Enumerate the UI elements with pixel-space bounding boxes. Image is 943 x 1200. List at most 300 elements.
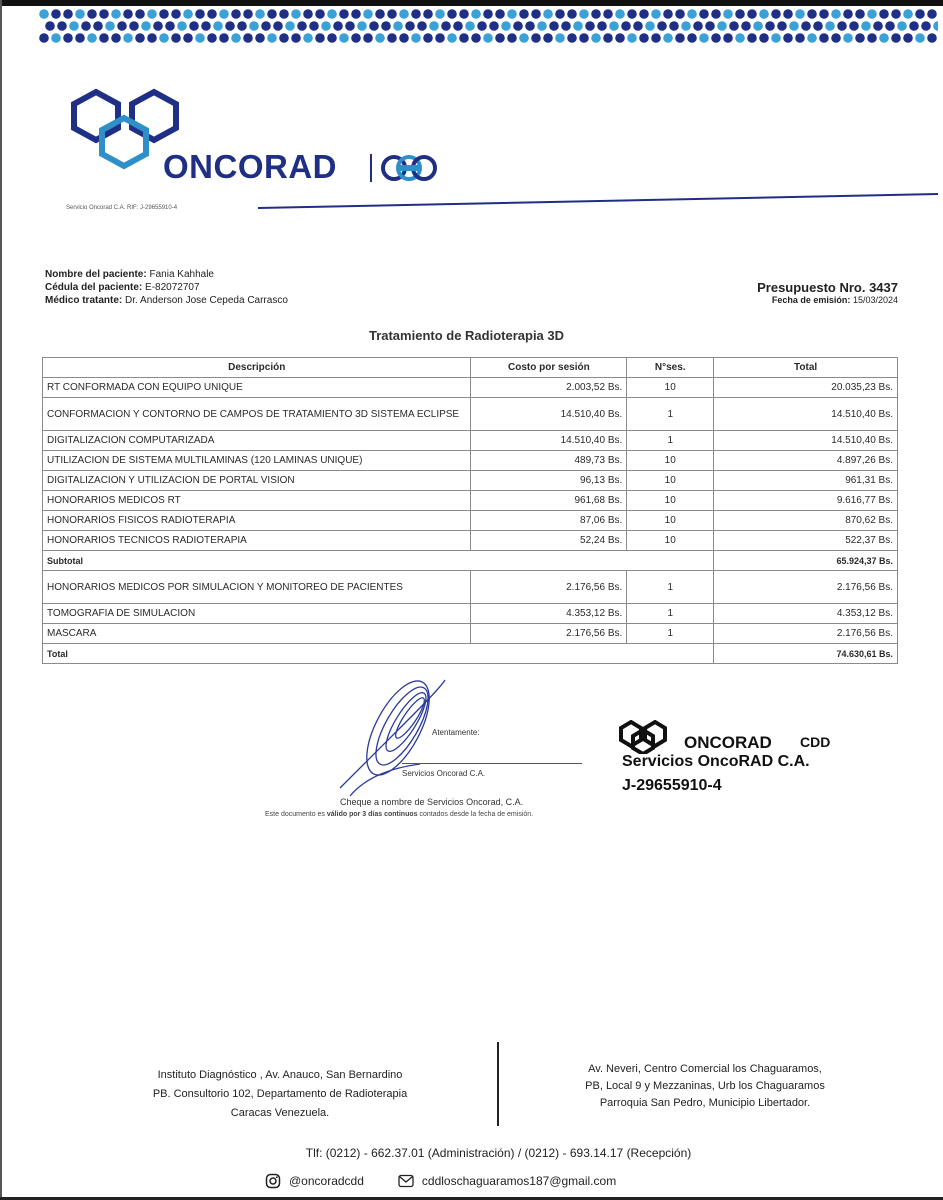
pattern-dot <box>315 9 325 19</box>
pattern-dot <box>867 33 877 43</box>
pattern-dot <box>387 9 397 19</box>
row-description: RT CONFORMADA CON EQUIPO UNIQUE <box>43 378 471 398</box>
pattern-dot <box>765 21 775 31</box>
pattern-dot <box>369 21 379 31</box>
pattern-dot <box>567 33 577 43</box>
doctor-name: Dr. Anderson Jose Cepeda Carrasco <box>125 295 288 306</box>
pattern-dot <box>195 33 205 43</box>
pattern-dot <box>273 21 283 31</box>
pattern-dot <box>555 9 565 19</box>
pattern-dot <box>525 21 535 31</box>
pattern-dot <box>93 21 103 31</box>
patient-name: Fania Kahhale <box>149 269 214 280</box>
left-border <box>0 0 2 1200</box>
pattern-dot <box>123 9 133 19</box>
row-total: 2.176,56 Bs. <box>714 571 898 604</box>
pattern-dot <box>75 9 85 19</box>
row-cost: 14.510,40 Bs. <box>471 431 627 451</box>
pattern-dot <box>279 33 289 43</box>
table-row <box>43 491 898 511</box>
pattern-dot <box>87 9 97 19</box>
pattern-dot <box>495 9 505 19</box>
pattern-dot <box>105 21 115 31</box>
pattern-dot <box>309 21 319 31</box>
row-description: HONORARIOS MEDICOS POR SIMULACION Y MONITOREO DE PACIENTES <box>43 571 471 604</box>
email-address[interactable]: cddloschaguaramos187@gmail.com <box>421 1174 617 1188</box>
pattern-dot <box>267 9 277 19</box>
signer-name: Servicios Oncorad C.A. <box>402 769 486 778</box>
pattern-dot <box>747 33 757 43</box>
patient-id-label: Cédula del paciente: <box>45 282 143 293</box>
pattern-dot <box>51 9 61 19</box>
pattern-dot <box>627 9 637 19</box>
address-left-line: PB. Consultorio 102, Departamento de Radioterapia <box>152 1088 408 1100</box>
table-row <box>43 398 898 431</box>
pattern-dot <box>327 9 337 19</box>
pattern-dot <box>723 9 733 19</box>
pattern-dot <box>363 33 373 43</box>
pattern-dot <box>201 21 211 31</box>
handwritten-signature <box>320 668 460 808</box>
pattern-dot <box>231 33 241 43</box>
subtotal-row <box>43 551 898 571</box>
pattern-dot <box>189 21 199 31</box>
pattern-dot <box>801 21 811 31</box>
mail-icon <box>398 1174 414 1188</box>
pattern-dot <box>693 21 703 31</box>
pattern-dot <box>585 21 595 31</box>
pattern-dot <box>75 33 85 43</box>
pattern-dot <box>429 21 439 31</box>
pattern-dot <box>699 33 709 43</box>
pattern-dot <box>873 21 883 31</box>
pattern-dot <box>711 33 721 43</box>
row-total: 522,37 Bs. <box>714 531 898 551</box>
pattern-dot <box>879 33 889 43</box>
pattern-dot <box>411 9 421 19</box>
pattern-dot <box>375 9 385 19</box>
header-description: Descripción <box>43 358 471 378</box>
pattern-dot <box>555 33 565 43</box>
pattern-dot <box>675 33 685 43</box>
pattern-dot <box>123 33 133 43</box>
address-divider <box>497 1042 499 1126</box>
pattern-dot <box>81 21 91 31</box>
pattern-dot <box>903 9 913 19</box>
pattern-dot <box>687 33 697 43</box>
pattern-dot <box>843 9 853 19</box>
row-total: 4.353,12 Bs. <box>714 604 898 624</box>
pattern-dot <box>507 9 517 19</box>
pattern-dot <box>663 9 673 19</box>
pattern-dot <box>459 33 469 43</box>
pattern-dot <box>639 9 649 19</box>
pattern-dot <box>807 33 817 43</box>
header-total: Total <box>714 358 898 378</box>
row-cost: 2.176,56 Bs. <box>471 571 627 604</box>
pattern-dot <box>63 9 73 19</box>
pattern-dot <box>423 33 433 43</box>
closing-text: Atentamente: <box>432 728 480 737</box>
pattern-dot <box>267 33 277 43</box>
stamp-sub-brand: CDD <box>800 734 831 750</box>
pattern-dot <box>813 21 823 31</box>
budget-number: Presupuesto Nro. 3437 <box>757 280 898 295</box>
pattern-dot <box>45 21 55 31</box>
table-title: Tratamiento de Radioterapia 3D <box>368 328 565 343</box>
row-sessions: 1 <box>627 398 714 431</box>
pattern-dot <box>483 9 493 19</box>
row-total: 9.616,77 Bs. <box>714 491 898 511</box>
pattern-dot <box>723 33 733 43</box>
instagram-icon <box>265 1173 281 1189</box>
pattern-dot <box>639 33 649 43</box>
address-right-line: PB, Local 9 y Mezzaninas, Urb los Chaguaramos <box>585 1080 825 1092</box>
pattern-dot <box>855 33 865 43</box>
pattern-dot <box>741 21 751 31</box>
pattern-dot <box>231 9 241 19</box>
pattern-dot <box>891 9 901 19</box>
header-dot-pattern <box>38 6 938 48</box>
row-sessions: 10 <box>627 451 714 471</box>
validity-note <box>265 811 533 818</box>
pattern-dot <box>135 33 145 43</box>
pattern-dot <box>849 21 859 31</box>
pattern-dot <box>153 21 163 31</box>
pattern-dot <box>843 33 853 43</box>
cdd-logo-icon <box>380 152 438 184</box>
address-left-line: Caracas Venezuela. <box>230 1107 330 1119</box>
pattern-dot <box>291 9 301 19</box>
pattern-dot <box>285 21 295 31</box>
pattern-dot <box>99 9 109 19</box>
pattern-dot <box>381 21 391 31</box>
pattern-dot <box>195 9 205 19</box>
pattern-dot <box>63 33 73 43</box>
pattern-dot <box>519 9 529 19</box>
pattern-dot <box>807 9 817 19</box>
pattern-dot <box>351 9 361 19</box>
budget-header <box>757 280 898 305</box>
pattern-dot <box>495 33 505 43</box>
address-right-line: Parroquia San Pedro, Municipio Libertador. <box>599 1097 811 1109</box>
pattern-dot <box>783 9 793 19</box>
pattern-dot <box>345 21 355 31</box>
pattern-dot <box>249 21 259 31</box>
pattern-dot <box>471 33 481 43</box>
social-links <box>265 1173 650 1189</box>
rif-line: Servicio Oncorad C.A. RIF: J-29655910-4 <box>66 205 178 211</box>
pattern-dot <box>351 33 361 43</box>
validity-bold: válido por 3 días continuos <box>326 811 418 818</box>
pattern-dot <box>699 9 709 19</box>
pattern-dot <box>867 9 877 19</box>
pattern-dot <box>483 33 493 43</box>
pattern-dot <box>459 9 469 19</box>
pattern-dot <box>651 33 661 43</box>
pattern-dot <box>927 33 937 43</box>
pattern-dot <box>303 9 313 19</box>
row-cost: 2.003,52 Bs. <box>471 378 627 398</box>
pattern-dot <box>39 33 49 43</box>
pattern-dot <box>543 9 553 19</box>
cheque-note: Cheque a nombre de Servicios Oncorad, C.A. <box>340 797 524 807</box>
stamp-company: Servicios OncoRAD C.A. <box>622 753 810 770</box>
pattern-dot <box>117 21 127 31</box>
pattern-dot <box>303 33 313 43</box>
pattern-dot <box>411 33 421 43</box>
pattern-dot <box>447 9 457 19</box>
pattern-dot <box>321 21 331 31</box>
pattern-dot <box>51 33 61 43</box>
pattern-dot <box>327 33 337 43</box>
pattern-dot <box>831 9 841 19</box>
row-cost: 961,68 Bs. <box>471 491 627 511</box>
pattern-dot <box>915 33 925 43</box>
pattern-dot <box>897 21 907 31</box>
pattern-dot <box>207 9 217 19</box>
pattern-dot <box>99 33 109 43</box>
pattern-dot <box>783 33 793 43</box>
pattern-dot <box>363 9 373 19</box>
pattern-dot <box>627 33 637 43</box>
pattern-dot <box>219 9 229 19</box>
pattern-dot <box>531 9 541 19</box>
brand-name: ONCORAD <box>163 148 337 185</box>
pattern-dot <box>435 33 445 43</box>
row-cost: 4.353,12 Bs. <box>471 604 627 624</box>
row-description: CONFORMACION Y CONTORNO DE CAMPOS DE TRATAMIENTO 3D SISTEMA ECLIPSE <box>43 398 471 431</box>
pattern-dot <box>537 21 547 31</box>
pattern-dot <box>777 21 787 31</box>
pattern-dot <box>819 9 829 19</box>
pattern-dot <box>753 21 763 31</box>
pattern-dot <box>513 21 523 31</box>
pattern-dot <box>759 33 769 43</box>
pattern-dot <box>135 9 145 19</box>
pattern-dot <box>69 21 79 31</box>
pattern-dot <box>825 21 835 31</box>
table-row <box>43 431 898 451</box>
pattern-dot <box>489 21 499 31</box>
header-rule <box>258 193 938 209</box>
table-row <box>43 378 898 398</box>
pattern-dot <box>579 9 589 19</box>
row-sessions: 10 <box>627 378 714 398</box>
pattern-dot <box>591 33 601 43</box>
pattern-dot <box>543 33 553 43</box>
pattern-dot <box>255 33 265 43</box>
table-row <box>43 511 898 531</box>
row-sessions: 10 <box>627 491 714 511</box>
brand-separator <box>370 154 372 182</box>
pattern-dot <box>789 21 799 31</box>
row-cost: 96,13 Bs. <box>471 471 627 491</box>
issue-date: 15/03/2024 <box>852 295 898 305</box>
pattern-dot <box>771 9 781 19</box>
pattern-dot <box>927 9 937 19</box>
validity-pre: Este documento es <box>265 811 325 818</box>
pattern-dot <box>225 21 235 31</box>
pattern-dot <box>423 9 433 19</box>
pattern-dot <box>903 33 913 43</box>
issue-date-label: Fecha de emisión: <box>771 295 851 305</box>
row-cost: 489,73 Bs. <box>471 451 627 471</box>
pattern-dot <box>375 33 385 43</box>
pattern-dot <box>657 21 667 31</box>
pattern-dot <box>435 9 445 19</box>
signature-line <box>402 763 582 764</box>
pattern-dot <box>861 21 871 31</box>
pattern-dot <box>219 33 229 43</box>
header-cost: Costo por sesión <box>471 358 627 378</box>
pattern-dot <box>111 33 121 43</box>
pattern-dot <box>501 21 511 31</box>
pattern-dot <box>531 33 541 43</box>
pattern-dot <box>735 33 745 43</box>
pattern-dot <box>603 9 613 19</box>
pattern-dot <box>711 9 721 19</box>
pattern-dot <box>39 9 49 19</box>
pattern-dot <box>915 9 925 19</box>
pattern-dot <box>399 33 409 43</box>
pattern-dot <box>141 21 151 31</box>
row-total: 14.510,40 Bs. <box>714 398 898 431</box>
pattern-dot <box>147 33 157 43</box>
stamp-brand: ONCORAD <box>684 733 772 752</box>
pattern-dot <box>891 33 901 43</box>
address-right <box>525 1061 885 1112</box>
phone-numbers: Tlf: (0212) - 662.37.01 (Administración) / (0212) - 693.14.17 (Recepción) <box>305 1146 692 1160</box>
row-sessions: 1 <box>627 571 714 604</box>
pattern-dot <box>519 33 529 43</box>
table-row <box>43 624 898 644</box>
pattern-dot <box>549 21 559 31</box>
address-right-line: Av. Neveri, Centro Comercial los Chaguaramos, <box>588 1063 822 1075</box>
row-description: HONORARIOS MEDICOS RT <box>43 491 471 511</box>
pattern-dot <box>87 33 97 43</box>
pattern-dot <box>573 21 583 31</box>
header-sessions: N°ses. <box>627 358 714 378</box>
total-value: 74.630,61 Bs. <box>714 644 898 664</box>
pattern-dot <box>405 21 415 31</box>
pattern-dot <box>507 33 517 43</box>
pattern-dot <box>567 9 577 19</box>
pattern-dot <box>57 21 67 31</box>
row-sessions: 10 <box>627 471 714 491</box>
subtotal-label: Subtotal <box>43 551 714 571</box>
pattern-dot <box>279 9 289 19</box>
row-total: 4.897,26 Bs. <box>714 451 898 471</box>
pattern-dot <box>795 9 805 19</box>
pattern-dot <box>357 21 367 31</box>
pattern-dot <box>597 21 607 31</box>
row-sessions: 1 <box>627 624 714 644</box>
pattern-dot <box>171 9 181 19</box>
pattern-dot <box>147 9 157 19</box>
pattern-dot <box>417 21 427 31</box>
pattern-dot <box>477 21 487 31</box>
row-total: 870,62 Bs. <box>714 511 898 531</box>
pattern-dot <box>681 21 691 31</box>
pattern-dot <box>615 33 625 43</box>
patient-info <box>45 268 288 307</box>
pattern-dot <box>261 21 271 31</box>
pattern-dot <box>717 21 727 31</box>
row-sessions: 1 <box>627 431 714 451</box>
row-description: DIGITALIZACION COMPUTARIZADA <box>43 431 471 451</box>
pattern-dot <box>651 9 661 19</box>
pattern-dot <box>615 9 625 19</box>
pattern-dot <box>729 21 739 31</box>
pattern-dot <box>339 33 349 43</box>
stamp-rif: J-29655910-4 <box>622 777 722 794</box>
pattern-dot <box>183 33 193 43</box>
pattern-dot <box>609 21 619 31</box>
stamp-logo-icon <box>617 720 683 754</box>
pattern-dot <box>159 9 169 19</box>
pattern-dot <box>129 21 139 31</box>
row-total: 14.510,40 Bs. <box>714 431 898 451</box>
pattern-dot <box>207 33 217 43</box>
pattern-dot <box>645 21 655 31</box>
pattern-dot <box>735 9 745 19</box>
pattern-dot <box>663 33 673 43</box>
subtotal-value: 65.924,37 Bs. <box>714 551 898 571</box>
address-left <box>100 1066 460 1123</box>
pattern-dot <box>159 33 169 43</box>
doctor-label: Médico tratante: <box>45 295 123 306</box>
pattern-dot <box>465 21 475 31</box>
pattern-dot <box>591 9 601 19</box>
row-description: HONORARIOS FISICOS RADIOTERAPIA <box>43 511 471 531</box>
pattern-dot <box>447 33 457 43</box>
instagram-handle[interactable]: @oncoradcdd <box>289 1174 364 1188</box>
pattern-dot <box>111 9 121 19</box>
pattern-dot <box>921 21 931 31</box>
table-row <box>43 571 898 604</box>
row-description: MASCARA <box>43 624 471 644</box>
total-label: Total <box>43 644 714 664</box>
pattern-dot <box>933 21 938 31</box>
pattern-dot <box>165 21 175 31</box>
pattern-dot <box>255 9 265 19</box>
pattern-dot <box>675 9 685 19</box>
table-row <box>43 531 898 551</box>
pattern-dot <box>441 21 451 31</box>
pattern-dot <box>603 33 613 43</box>
pattern-dot <box>885 21 895 31</box>
pattern-dot <box>687 9 697 19</box>
row-description: DIGITALIZACION Y UTILIZACION DE PORTAL VISION <box>43 471 471 491</box>
pattern-dot <box>393 21 403 31</box>
row-total: 20.035,23 Bs. <box>714 378 898 398</box>
pattern-dot <box>771 33 781 43</box>
pattern-dot <box>237 21 247 31</box>
pattern-dot <box>183 9 193 19</box>
row-description: TOMOGRAFIA DE SIMULACION <box>43 604 471 624</box>
row-cost: 52,24 Bs. <box>471 531 627 551</box>
pattern-dot <box>333 21 343 31</box>
pattern-dot <box>837 21 847 31</box>
validity-post: contados desde la fecha de emisión. <box>419 811 534 818</box>
table-row <box>43 604 898 624</box>
pattern-dot <box>879 9 889 19</box>
pattern-dot <box>831 33 841 43</box>
row-description: HONORARIOS TECNICOS RADIOTERAPIA <box>43 531 471 551</box>
row-sessions: 10 <box>627 511 714 531</box>
pattern-dot <box>909 21 919 31</box>
